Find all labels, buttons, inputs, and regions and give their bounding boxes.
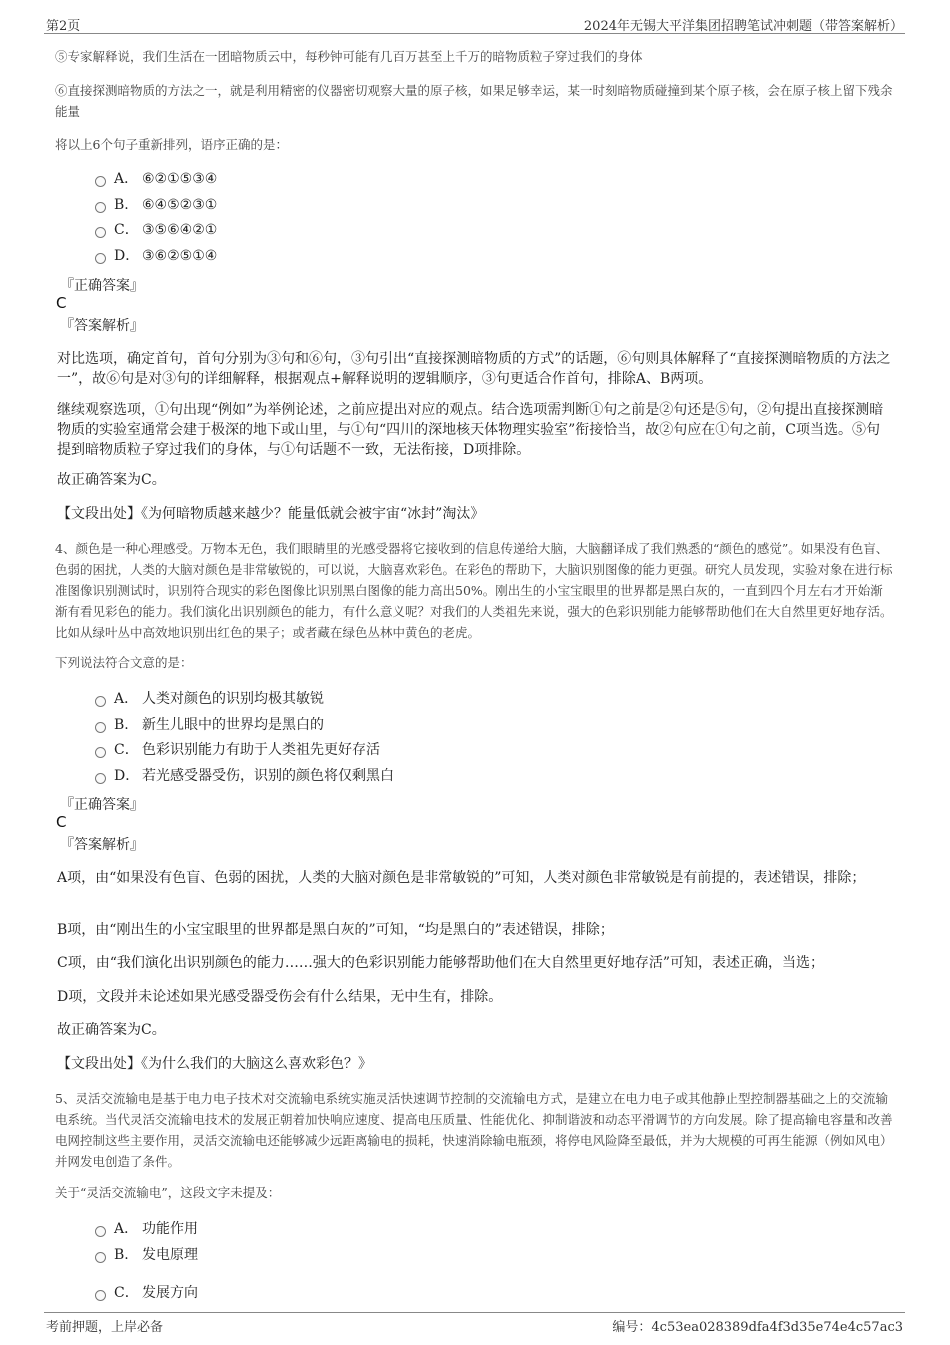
radio-icon[interactable] [95,773,106,784]
q5-prompt: 关于“灵活交流输电”，这段文字未提及： [55,1185,281,1200]
q4-analysis-2: B项，由“刚出生的小宝宝眼里的世界都是黑白灰的”可知，“均是黑白的”表述错误，排除； [57,922,614,938]
q5-option-b[interactable]: B. 发电原理 [95,1245,198,1265]
q4-stem: 4、颜色是一种心理感受。万物本无色，我们眼睛里的光感受器将它接收到的信息传递给大脑，大脑翻译成了我们熟悉的“颜色的感觉”。如果没有色盲、色弱的困扰，人类的大脑对颜色是非常敏锐的，可以说，大脑喜欢彩色。在彩色的帮助下，大脑识别图像的能力更强。研究人员发现，实验对象在进行标准图像识别测试时，识别符合现实的彩色图像比识别黑白图像的能力高出50%。刚出生的小宝宝眼里的世界都是黑白灰的，一直到四个月左右才开始渐渐有看见彩色的能力。我们演化出识别颜色的能力，有什么意义呢？对我们的人类祖先来说，强大的色彩识别能力能够帮助他们在大自然里更好地存活。比如从绿叶丛中高效地识别出红色的果子；或者藏在绿色丛林中黄色的老虎。 [55,541,893,640]
q4-option-c[interactable]: C． 色彩识别能力有助于人类祖先更好存活 [95,740,380,760]
q3-analysis-3: 故正确答案为C。 [57,472,166,488]
q4-option-b[interactable]: B. 新生儿眼中的世界均是黑白的 [95,715,324,735]
q3-analysis-1: 对比选项，确定首句，首句分别为③句和⑥句，③句引出“直接探测暗物质的方式”的话题，⑥句则具体解释了“直接探测暗物质的方法之一”，故⑥句是对③句的详细解释，根据观点+解释说明的逻辑顺序，③句更适合作首句，排除A、B两项。 [57,351,891,387]
q3-option-c[interactable]: C． ③⑤⑥④②① [95,220,217,240]
radio-icon[interactable] [95,747,106,758]
q3-option-d[interactable]: D． ③⑥②⑤①④ [95,246,217,266]
q4-answer: C [56,813,67,831]
page-number: 第2页 [46,19,81,34]
q4-prompt: 下列说法符合文意的是： [55,655,193,670]
q3-answer: C [56,294,67,312]
radio-icon[interactable] [95,202,106,213]
q4-analysis-label: 『答案解析』 [60,837,144,853]
q4-option-a[interactable]: A． 人类对颜色的识别均极其敏锐 [95,689,324,709]
q3-analysis-2: 继续观察选项，①句出现“例如”为举例论述，之前应提出对应的观点。结合选项需判断①句之前是②句还是⑤句，②句提出直接探测暗物质的实验室通常会建于极深的地下或山里，与①句“四川的深地核天体物理实验室”衔接恰当，故②句应在①句之前，C项当选。⑤句提到暗物质粒子穿过我们的身体，与①句话题不一致，无法衔接，D项排除。 [57,402,884,458]
q3-source: 【文段出处】《为何暗物质越来越少？能量低就会被宇宙“冰封”淘汰》 [57,506,485,522]
q5-option-a[interactable]: A． 功能作用 [95,1219,198,1239]
q4-analysis-3: C项，由“我们演化出识别颜色的能力……强大的色彩识别能力能够帮助他们在大自然里更好地存活”可知，表述正确，当选； [57,955,825,971]
radio-icon[interactable] [95,253,106,264]
radio-icon[interactable] [95,176,106,187]
document-id: 编号：4c53ea028389dfa4f3d35e74e4c57ac3 [612,1320,903,1335]
radio-icon[interactable] [95,1226,106,1237]
q5-option-c[interactable]: C． 发展方向 [95,1283,198,1303]
q4-analysis-5: 故正确答案为C。 [57,1022,166,1038]
q3-sentence-5: ⑤专家解释说，我们生活在一团暗物质云中，每秒钟可能有几百万甚至上千万的暗物质粒子穿过我们的身体 [55,49,643,64]
q4-source: 【文段出处】《为什么我们的大脑这么喜欢彩色？》 [57,1056,372,1072]
page-header [44,14,905,34]
page-footer [44,1312,905,1335]
q3-option-a[interactable]: A． ⑥②①⑤③④ [95,169,217,189]
footer-slogan: 考前押题，上岸必备 [46,1320,164,1335]
q4-analysis-4: D项，文段并未论述如果光感受器受伤会有什么结果，无中生有，排除。 [57,989,503,1005]
radio-icon[interactable] [95,722,106,733]
radio-icon[interactable] [95,696,106,707]
q5-stem: 5、灵活交流输电是基于电力电子技术对交流输电系统实施灵活快速调节控制的交流输电方式，是建立在电力电子或其他静止型控制器基础之上的交流输电系统。当代灵活交流输电技术的发展正朝着加快响应速度、提高电压质量、性能优化、抑制谐波和动态平滑调节的方向发展。除了提高输电容量和改善电网控制这些主要作用，灵活交流输电还能够减少远距离输电的损耗，快速消除输电瓶颈，将停电风险降至最低，并为大规模的可再生能源（例如风电）并网发电创造了条件。 [55,1091,893,1169]
q3-sentence-6: ⑥直接探测暗物质的方法之一，就是利用精密的仪器密切观察大量的原子核，如果足够幸运，某一时刻暗物质碰撞到某个原子核，会在原子核上留下残余能量 [55,83,893,119]
q3-answer-label: 『正确答案』 [60,278,144,294]
q3-analysis-label: 『答案解析』 [60,318,144,334]
radio-icon[interactable] [95,1290,106,1301]
q3-option-b[interactable]: B. ⑥④⑤②③① [95,195,217,215]
radio-icon[interactable] [95,227,106,238]
document-title: 2024年无锡大平洋集团招聘笔试冲刺题（带答案解析） [583,19,903,34]
q4-answer-label: 『正确答案』 [60,797,144,813]
q4-option-d[interactable]: D． 若光感受器受伤，识别的颜色将仅剩黑白 [95,766,394,786]
q3-prompt: 将以上6个句子重新排列，语序正确的是： [55,137,288,152]
q4-analysis-1: A项，由“如果没有色盲、色弱的困扰，人类的大脑对颜色是非常敏锐的”可知，人类对颜色非常敏锐是有前提的，表述错误，排除； [57,870,866,886]
radio-icon[interactable] [95,1252,106,1263]
